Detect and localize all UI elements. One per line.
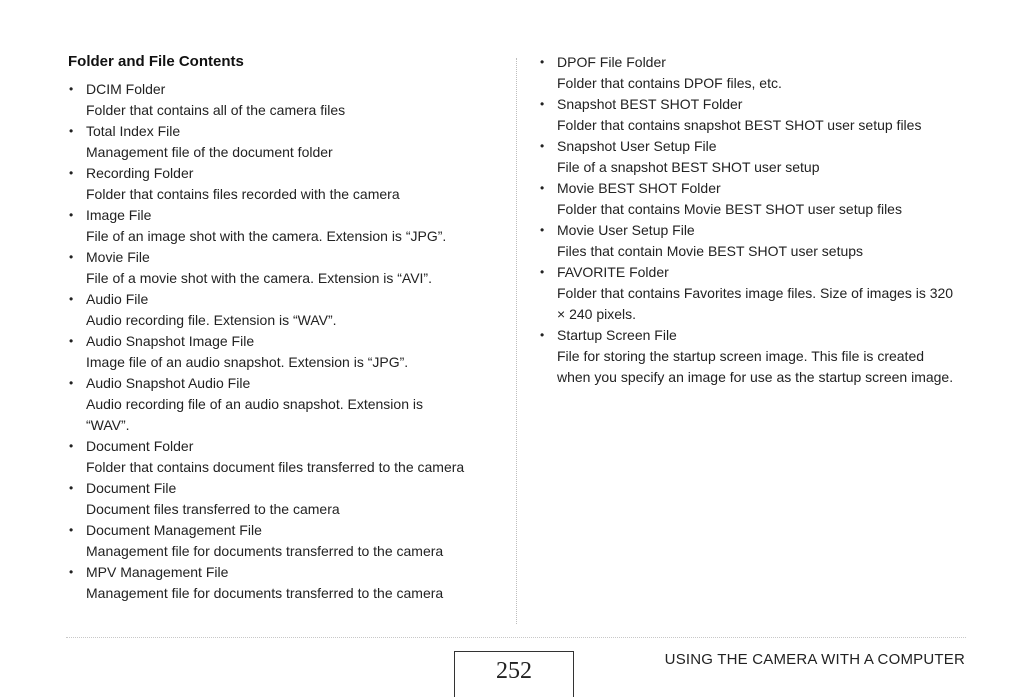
item-title: Snapshot User Setup File (557, 138, 717, 154)
bullet-icon: • (69, 250, 74, 264)
item-description: Management file of the document folder (86, 144, 333, 160)
item-title: Audio Snapshot Image File (86, 333, 255, 349)
section-heading: Folder and File Contents (68, 53, 244, 70)
item-description: File of a movie shot with the camera. Extension is “AVI”. (86, 270, 432, 286)
item-title: Recording Folder (86, 165, 194, 181)
bullet-icon: • (540, 55, 545, 69)
list-item (537, 178, 977, 220)
bullet-icon: • (540, 139, 545, 153)
bullet-icon: • (69, 124, 74, 138)
list-item (537, 94, 977, 136)
bullet-icon: • (69, 376, 74, 390)
item-title: Audio File (86, 291, 149, 307)
bullet-icon: • (69, 439, 74, 453)
item-title: Document Folder (86, 438, 194, 454)
item-title: Snapshot BEST SHOT Folder (557, 96, 743, 112)
item-title: MPV Management File (86, 564, 229, 580)
item-description: Audio recording file. Extension is “WAV”. (86, 312, 337, 328)
list-item (66, 205, 506, 247)
column-divider (516, 58, 517, 624)
list-item (66, 373, 506, 436)
list-item (537, 136, 977, 178)
list-item (66, 163, 506, 205)
item-title: Document File (86, 480, 177, 496)
bullet-icon: • (69, 292, 74, 306)
right-column (537, 52, 977, 388)
bullet-icon: • (69, 334, 74, 348)
list-item (537, 52, 977, 94)
item-description: Document files transferred to the camera (86, 501, 340, 517)
list-item (66, 79, 506, 121)
item-description: Management file for documents transferred to the camera (86, 585, 444, 601)
item-description: File of an image shot with the camera. Extension is “JPG”. (86, 228, 447, 244)
page-number: 252 (496, 658, 532, 684)
item-description: Files that contain Movie BEST SHOT user setups (557, 243, 864, 259)
item-title: Movie BEST SHOT Folder (557, 180, 721, 196)
bullet-icon: • (69, 166, 74, 180)
item-title: Image File (86, 207, 152, 223)
item-description: Folder that contains Movie BEST SHOT user setup files (557, 201, 902, 217)
item-title: Audio Snapshot Audio File (86, 375, 251, 391)
bullet-icon: • (540, 328, 545, 342)
list-item (66, 121, 506, 163)
item-description: Audio recording file of an audio snapshot. Extension is “WAV”. (86, 396, 423, 433)
item-title: Movie File (86, 249, 150, 265)
item-title: DCIM Folder (86, 81, 166, 97)
item-description: File of a snapshot BEST SHOT user setup (557, 159, 820, 175)
footer-section-title: USING THE CAMERA WITH A COMPUTER (664, 651, 965, 668)
item-description: Folder that contains document files transferred to the camera (86, 459, 465, 475)
list-item (66, 478, 506, 520)
item-title: Movie User Setup File (557, 222, 695, 238)
list-item (66, 331, 506, 373)
left-column (66, 79, 506, 604)
bullet-icon: • (540, 223, 545, 237)
bullet-icon: • (540, 97, 545, 111)
item-title: Total Index File (86, 123, 181, 139)
item-title: Startup Screen File (557, 327, 677, 343)
item-title: FAVORITE Folder (557, 264, 669, 280)
list-item (66, 562, 506, 604)
bullet-icon: • (69, 481, 74, 495)
bullet-icon: • (69, 82, 74, 96)
list-item (537, 262, 977, 325)
list-item (537, 220, 977, 262)
list-item (537, 325, 977, 388)
item-description: Folder that contains snapshot BEST SHOT user setup files (557, 117, 922, 133)
item-title: Document Management File (86, 522, 262, 538)
item-description: Folder that contains Favorites image files. Size of images is 320 × 240 pixels. (557, 285, 954, 322)
bullet-icon: • (540, 265, 545, 279)
list-item (66, 247, 506, 289)
bullet-icon: • (69, 565, 74, 579)
list-item (66, 436, 506, 478)
item-description: Management file for documents transferred to the camera (86, 543, 444, 559)
bullet-icon: • (540, 181, 545, 195)
item-title: DPOF File Folder (557, 54, 666, 70)
item-description: File for storing the startup screen image. This file is created when you specify an image for use as the startup screen image. (557, 348, 954, 385)
bullet-icon: • (69, 208, 74, 222)
list-item (66, 520, 506, 562)
footer-rule (66, 637, 966, 638)
list-item (66, 289, 506, 331)
item-description: Folder that contains files recorded with the camera (86, 186, 400, 202)
item-description: Image file of an audio snapshot. Extension is “JPG”. (86, 354, 409, 370)
item-description: Folder that contains DPOF files, etc. (557, 75, 782, 91)
bullet-icon: • (69, 523, 74, 537)
item-description: Folder that contains all of the camera files (86, 102, 346, 118)
